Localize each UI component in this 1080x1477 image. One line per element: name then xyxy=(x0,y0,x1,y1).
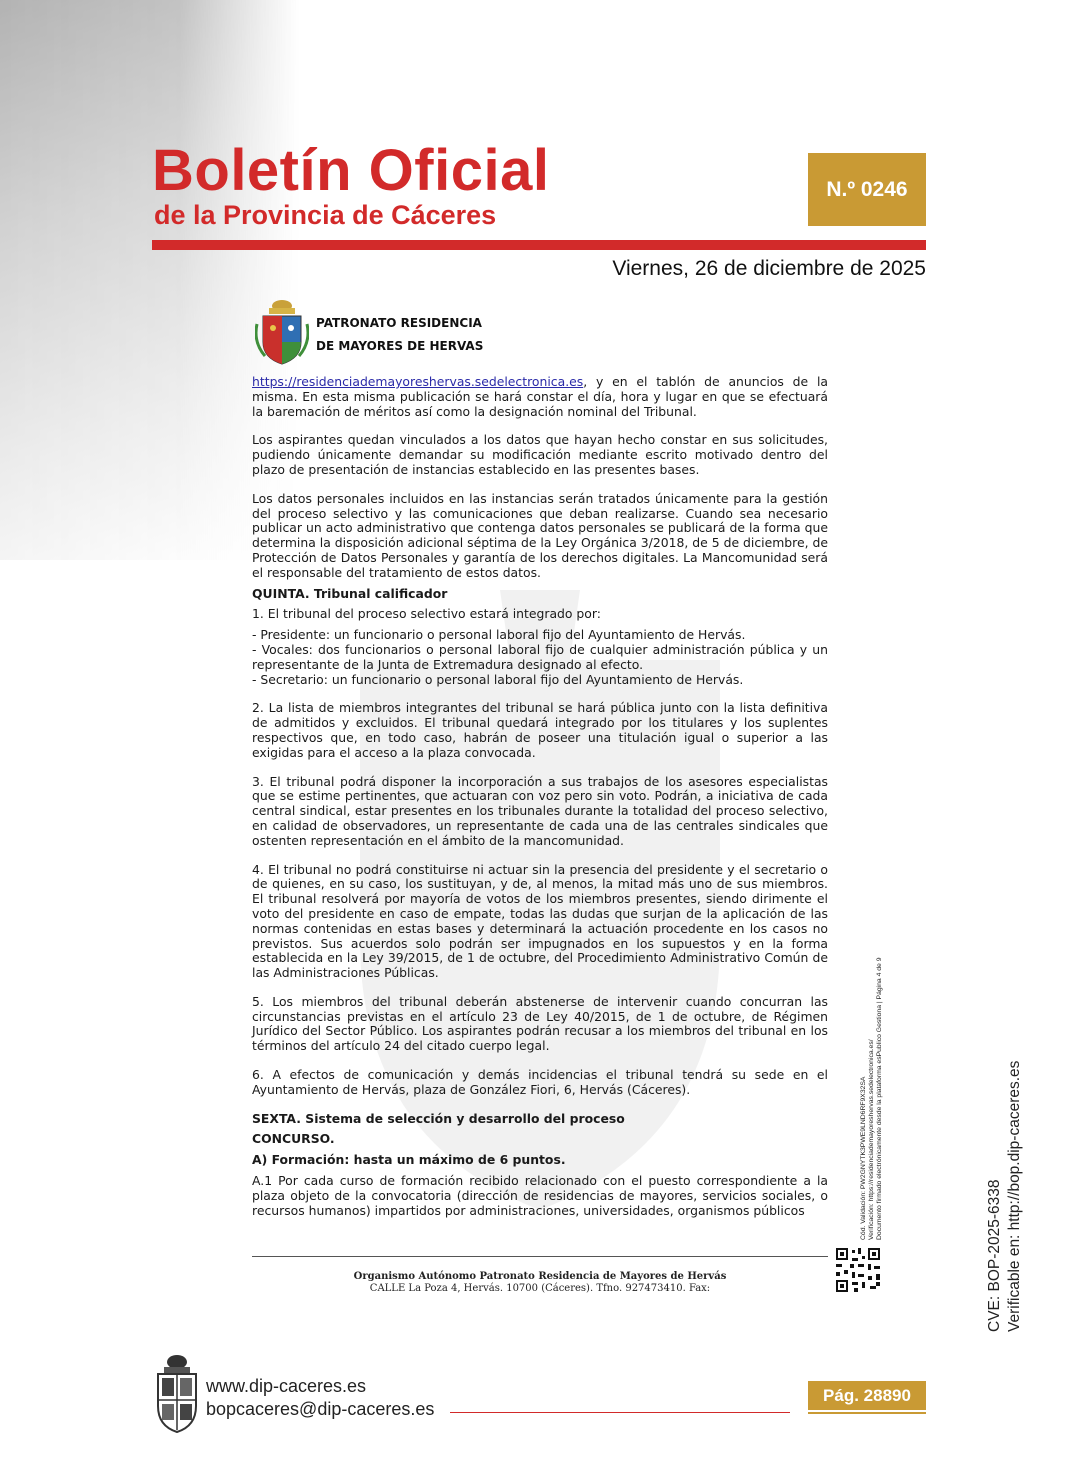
tribunal-item-2: 2. La lista de miembros integrantes del tribunal se hará pública junto con la lista definitiva de admitidos y excluidos. El tribunal quedará integrado por los titulares y los suplentes respectivos que, en todo caso, habrán de poseer una titulación igual o superior a las exigidas para el acceso a la plaza convocada. xyxy=(252,700,828,760)
document-body xyxy=(252,375,828,1232)
diputacion-shield-icon xyxy=(154,1354,200,1434)
tribunal-item-1: 1. El tribunal del proceso selectivo estará integrado por: xyxy=(252,606,601,622)
organization-name-line1: PATRONATO RESIDENCIA xyxy=(316,316,482,330)
footer-divider xyxy=(252,1256,828,1257)
contact-links xyxy=(206,1375,434,1421)
footer-red-line xyxy=(450,1412,790,1413)
heading-concurso: CONCURSO. xyxy=(252,1131,335,1147)
validation-code: Cód. Validación: PW2GNYTK3PWE9LND6RF9X32SA xyxy=(860,1076,867,1240)
list-item: - Presidente: un funcionario o personal laboral fijo del Ayuntamiento de Hervás. xyxy=(252,627,746,643)
organization-name-line2: DE MAYORES DE HERVAS xyxy=(316,339,484,353)
paragraph-publication-text: , y en el tablón de anuncios de la misma. En esta misma publicación se hará constar el día, hora y lugar en que se efectuará la baremación de méritos así como la designación nominal del Tribunal. xyxy=(252,374,828,419)
tribunal-item-3: 3. El tribunal podrá disponer la incorporación a sus trabajos de los asesores especialistas que se estime pertinentes, que actuaran con voz pero sin voto. Podrán, a iniciativa de cada central sindical, estar presentes en los tribunales durante la totalidad del proceso selectivo, en calidad de observadores, un representante de cada una de las centrales sindicales que ostenten representación en el ámbito de la mancomunidad. xyxy=(252,773,828,848)
footer-org-name: Organismo Autónomo Patronato Residencia de Mayores de Hervás xyxy=(353,1271,727,1282)
tribunal-item-5: 5. Los miembros del tribunal deberán abstenerse de intervenir cuando concurran las circunstancias previstas en el artículo 23 de Ley 40/2015, de 1 de octubre, de Régimen Jurídico del Sector Público. Los aspirantes podrán recusar a los miembros del tribunal en los términos del artículo 24 del citado cuerpo legal. xyxy=(252,993,828,1054)
page-number-underline xyxy=(808,1412,926,1414)
tribunal-item-6: 6. A efectos de comunicación y demás incidencias el tribunal tendrá su sede en el Ayuntamiento de Hervás, plaza de González Fiori, 6, Hervás (Cáceres). xyxy=(252,1067,828,1097)
list-item: - Secretario: un funcionario o personal laboral fijo del Ayuntamiento de Hervás. xyxy=(252,671,744,687)
bulletin-subtitle: de la Provincia de Cáceres xyxy=(154,200,497,230)
heading-formacion: A) Formación: hasta un máximo de 6 puntos. xyxy=(252,1152,566,1168)
tribunal-item-4: 4. El tribunal no podrá constituirse ni actuar sin la presencia del presidente y el secretario o de quienes, en su caso, los sustituyan, y de, al menos, la mitad más uno de sus miembros. El tribunal resolverá por mayoría de votos de los miembros presentes, siendo dirimente el voto del presidente en caso de empate, todas las dudas que surjan de la aplicación de las normas contenidas en estas bases y determinará la actuación procedente en los casos no previstos. Sus acuerdos solo podrán ser impugnados en los supuestos y en la forma establecida en la Ley 39/2015, de 1 de octubre, del Procedimiento Administrativo Común de las Administraciones Públicas. xyxy=(252,861,828,981)
heading-quinta: QUINTA. Tribunal calificador xyxy=(252,585,448,601)
heading-sexta: SEXTA. Sistema de selección y desarrollo del proceso xyxy=(252,1110,625,1126)
page-number-badge: Pág. 28890 xyxy=(808,1381,926,1410)
sede-electronica-link[interactable]: https://residenciademayoreshervas.sedelectronica.es xyxy=(252,374,584,389)
validation-signature: Documento firmado electrónicamente desde la plataforma esPublico Gestiona | Página 4 de 9 xyxy=(876,957,883,1240)
footer-organization xyxy=(252,1271,828,1295)
issue-number-badge: N.º 0246 xyxy=(808,153,926,226)
cve-verification xyxy=(985,912,1025,1332)
list-item: - Vocales: dos funcionarios o personal laboral fijo de cualquier administración pública y un representante de la Junta de Extremadura designado al efecto. xyxy=(252,641,828,672)
paragraph-publication xyxy=(252,375,828,419)
validation-url: Verificación: https://residenciademayoreshervas.sedelectronica.es/ xyxy=(868,1039,875,1240)
footer-org-address: CALLE La Poza 4, Hervás. 10700 (Cáceres). Tfno. 927473410. Fax: xyxy=(369,1283,711,1294)
qr-code-icon xyxy=(834,1246,882,1294)
paragraph-personal-data: Los datos personales incluidos en las instancias serán tratados únicamente para la gestión del proceso selectivo y las comunicaciones que deban realizarse. Cuando sea necesario publicar un acto administrativo que contenga datos personales se publicará de la forma que determina la disposición adicional séptima de la Ley Orgánica 3/2018, de 5 de diciembre, de Protección de Datos Personales y garantía de los derechos digitales. La Mancomunidad será el responsable del tratamiento de estos datos. xyxy=(252,490,828,580)
patronato-shield-icon xyxy=(255,298,309,368)
email-link[interactable]: bopcaceres@dip-caceres.es xyxy=(206,1399,435,1419)
paragraph-applicants: Los aspirantes quedan vinculados a los datos que hayan hecho constar en sus solicitudes, pudiendo únicamente demandar su modificación mediante escrito motivado dentro del plazo de presentación de instancias establecido en las presentes bases. xyxy=(252,432,828,477)
bulletin-title: Boletín Oficial xyxy=(152,138,550,203)
electronic-validation-text xyxy=(860,900,884,1240)
cve-code: CVE: BOP-2025-6338 xyxy=(986,1179,1003,1332)
verification-url[interactable]: Verificable en: http://bop.dip-caceres.es xyxy=(1006,1060,1023,1332)
publication-date: Viernes, 26 de diciembre de 2025 xyxy=(612,257,926,280)
organization-name xyxy=(316,312,483,358)
tribunal-members-list xyxy=(252,628,828,687)
website-link[interactable]: www.dip-caceres.es xyxy=(206,1376,367,1396)
paragraph-a1: A.1 Por cada curso de formación recibido relacionado con el puesto correspondiente a la plaza objeto de la convocatoria (dirección de residencias de mayores, servicios sociales, o recursos humanos) impartidos por administraciones, universidades, organismos públicos xyxy=(252,1173,828,1218)
header-divider xyxy=(152,240,926,250)
